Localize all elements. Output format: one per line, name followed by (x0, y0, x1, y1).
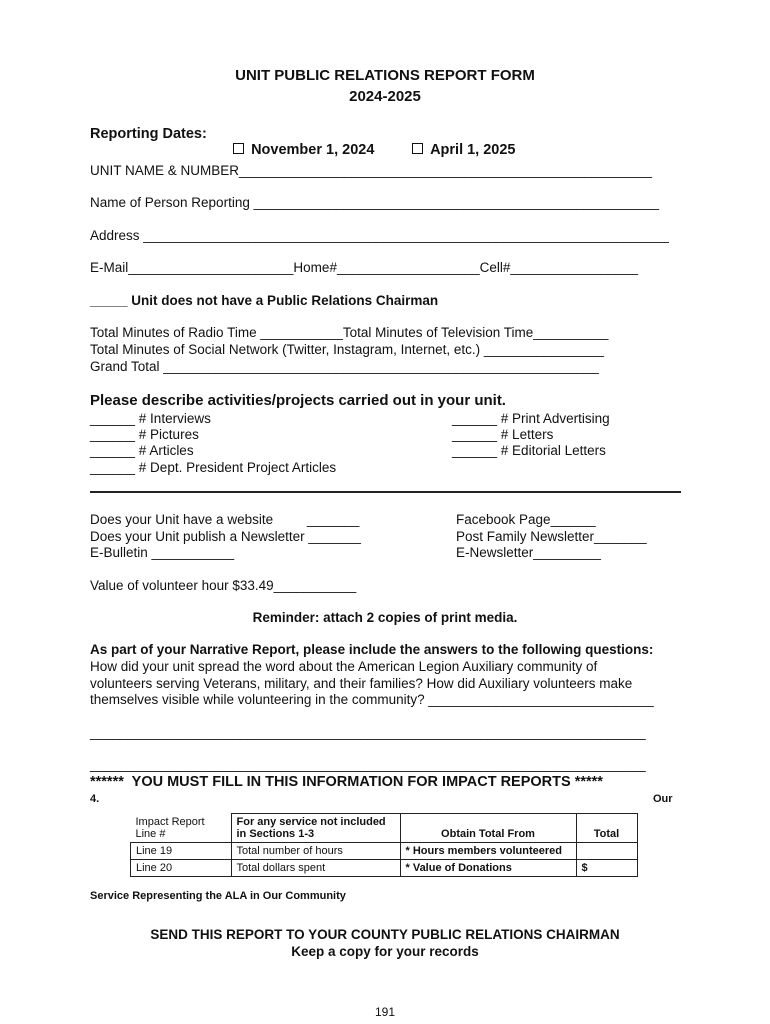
enewsletter-field[interactable]: E-Newsletter_________ (456, 545, 601, 560)
narrative-heading: As part of your Narrative Report, please include the answers to the following questions: (90, 642, 654, 657)
reporting-option-april[interactable] (404, 126, 516, 158)
row-dollars-total[interactable]: $ (576, 860, 637, 877)
impact-our: Our (653, 793, 673, 805)
activity-pictures[interactable]: ______ # Pictures (90, 427, 199, 442)
col-line-header: Impact Report Line # (135, 816, 205, 840)
minutes-social[interactable]: Total Minutes of Social Network (Twitter, Instagram, Internet, etc.) ________________ (90, 342, 605, 357)
activity-dept-president[interactable]: ______ # Dept. President Project Articles (90, 460, 337, 475)
narrative-question-2: volunteers serving Veterans, military, and their families? How did Auxiliary volunteers make (90, 676, 633, 691)
row-hours-desc: Total number of hours (231, 843, 400, 860)
form-title: UNIT PUBLIC RELATIONS REPORT FORM (235, 67, 535, 84)
row-hours-total[interactable] (576, 843, 637, 860)
reporting-option-november[interactable] (225, 126, 374, 158)
service-caption: Service Representing the ALA in Our Community (90, 890, 346, 902)
contact-field[interactable]: E-Mail______________________Home#___________________Cell#_________________ (90, 260, 639, 275)
website-field[interactable]: Does your Unit have a website _______ (90, 512, 360, 527)
impact-heading (90, 774, 603, 790)
impact-stars-right: ***** (574, 774, 603, 790)
impact-stars-left: ****** (90, 774, 124, 790)
activity-print-advertising[interactable]: ______ # Print Advertising (452, 411, 610, 426)
no-chairman-field[interactable]: _____ Unit does not have a Public Relations Chairman (90, 293, 439, 308)
ebulletin-field[interactable]: E-Bulletin ___________ (90, 545, 235, 560)
form-year: 2024-2025 (349, 88, 421, 105)
activity-interviews[interactable]: ______ # Interviews (90, 411, 211, 426)
keep-copy-text: Keep a copy for your records (291, 944, 479, 959)
impact-heading-text: YOU MUST FILL IN THIS INFORMATION FOR IMPACT REPORTS (131, 774, 571, 790)
narrative-blank-line-1[interactable]: __________________________________________________________________________ (90, 725, 646, 740)
minutes-radio-tv[interactable]: Total Minutes of Radio Time ___________Total Minutes of Television Time__________ (90, 325, 609, 340)
impact-table-header (131, 814, 638, 843)
row-dollars-desc: Total dollars spent (231, 860, 400, 877)
person-reporting-field[interactable]: Name of Person Reporting ______________________________________________________ (90, 195, 660, 210)
volunteer-hour-field[interactable]: Value of volunteer hour $33.49___________ (90, 578, 357, 593)
checkbox-november[interactable] (233, 143, 244, 154)
section-divider (90, 491, 681, 493)
minutes-grand-total[interactable]: Grand Total __________________________________________________________ (90, 359, 599, 374)
row-line-20: Line 20 (131, 860, 232, 877)
table-row (131, 843, 638, 860)
unit-name-field[interactable]: UNIT NAME & NUMBER_______________________________________________________ (90, 163, 652, 178)
col-total-header: Total (576, 814, 637, 843)
col-obtain-header: Obtain Total From (400, 814, 576, 843)
narrative-question-1: How did your unit spread the word about the American Legion Auxiliary community of (90, 659, 598, 674)
reminder-text: Reminder: attach 2 copies of print media. (252, 610, 518, 625)
newsletter-field[interactable]: Does your Unit publish a Newsletter _______ (90, 529, 361, 544)
row-dollars-from: * Value of Donations (400, 860, 576, 877)
send-instructions: SEND THIS REPORT TO YOUR COUNTY PUBLIC RELATIONS CHAIRMAN (150, 927, 620, 942)
post-family-newsletter-field[interactable]: Post Family Newsletter_______ (456, 529, 647, 544)
col-service-header: For any service not included in Sections 1-3 (231, 814, 400, 843)
narrative-blank-line-2[interactable]: __________________________________________________________________________ (90, 757, 646, 772)
row-line-19: Line 19 (131, 843, 232, 860)
reporting-dates-label: Reporting Dates: (90, 126, 207, 142)
activity-letters[interactable]: ______ # Letters (452, 427, 554, 442)
activity-editorial-letters[interactable]: ______ # Editorial Letters (452, 443, 606, 458)
narrative-question-3[interactable]: themselves visible while volunteering in the community? ______________________________ (90, 692, 654, 707)
facebook-field[interactable]: Facebook Page______ (456, 512, 596, 527)
page-number: 191 (374, 1005, 396, 1019)
impact-number: 4. (90, 793, 100, 805)
impact-table (130, 813, 638, 877)
address-field[interactable]: Address ______________________________________________________________________ (90, 228, 669, 243)
activities-heading: Please describe activities/projects carried out in your unit. (90, 392, 506, 409)
row-hours-from: * Hours members volunteered (400, 843, 576, 860)
table-row (131, 860, 638, 877)
activity-articles[interactable]: ______ # Articles (90, 443, 194, 458)
reporting-option-november-label: November 1, 2024 (251, 142, 375, 158)
reporting-option-april-label: April 1, 2025 (430, 142, 516, 158)
checkbox-april[interactable] (412, 143, 423, 154)
